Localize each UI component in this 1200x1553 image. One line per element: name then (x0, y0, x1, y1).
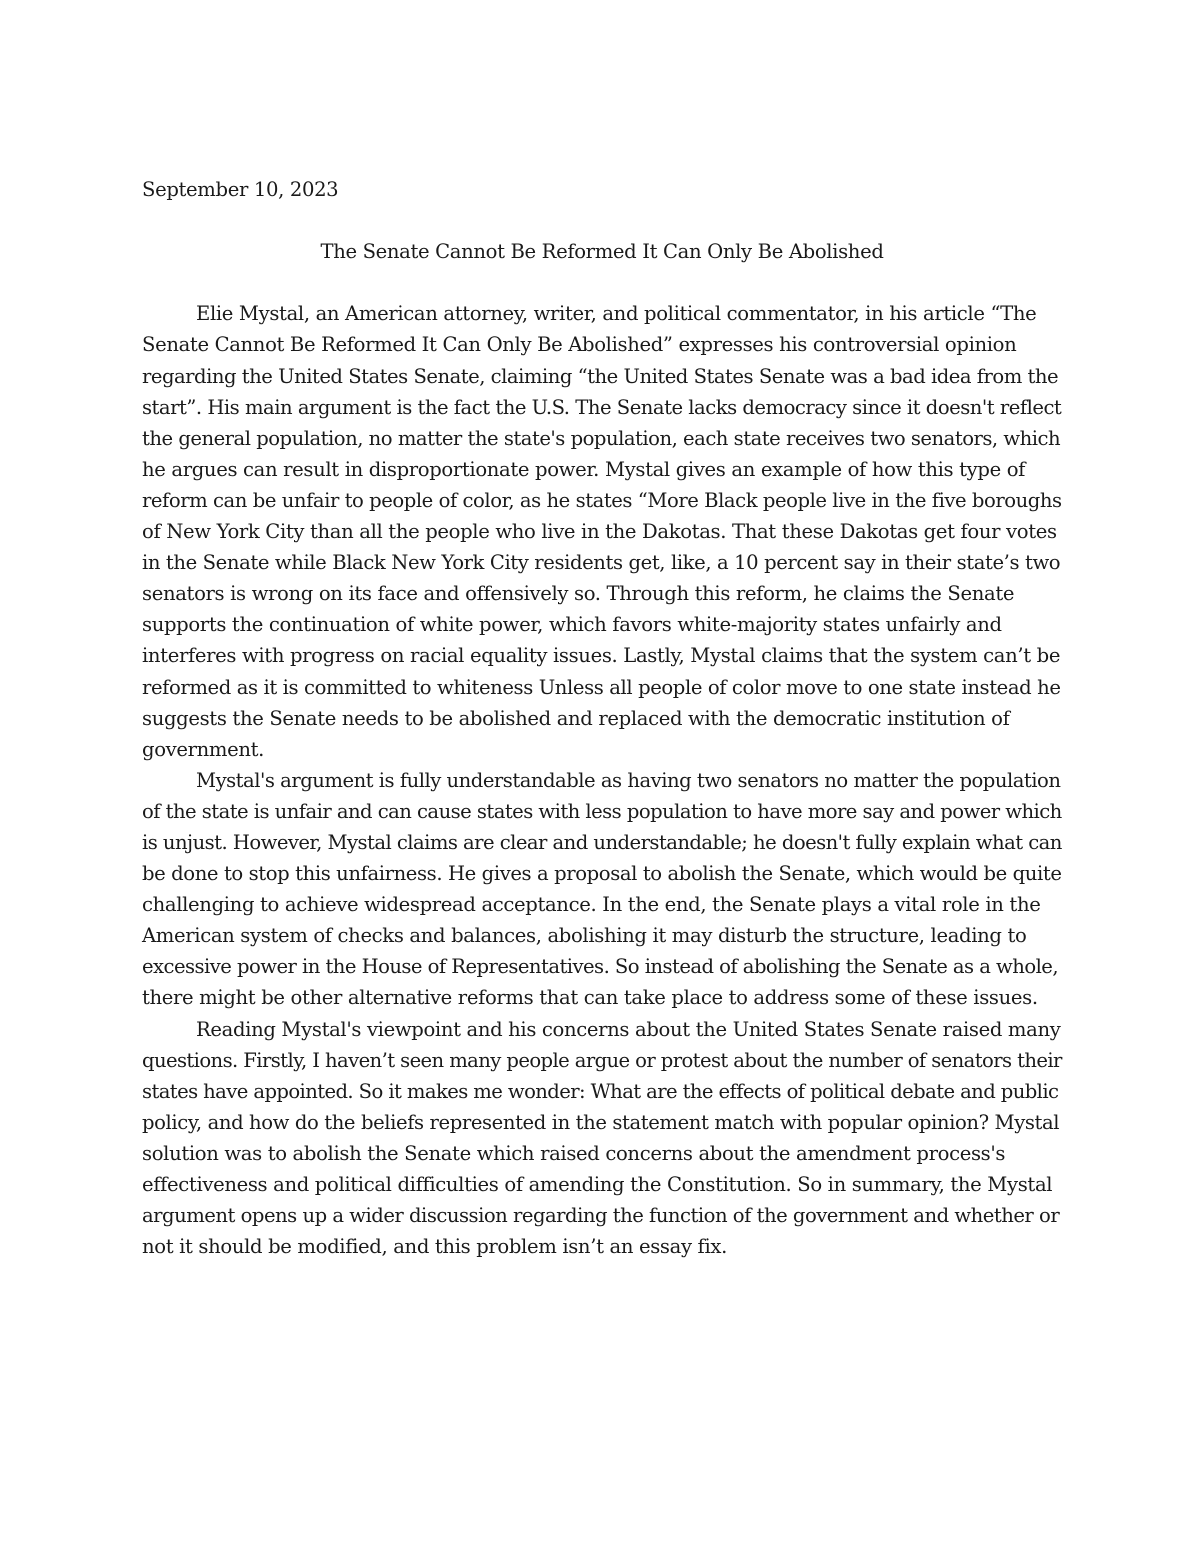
paragraph-line: Senate Cannot Be Reformed It Can Only Be Abolished” expresses his controversial opinion (142, 333, 1017, 357)
paragraph-line: states have appointed. So it makes me wonder: What are the effects of political debate and public (142, 1079, 1059, 1103)
paragraph-line: government. (142, 737, 265, 761)
paragraph-line: excessive power in the House of Representatives. So instead of abolishing the Senate as a whole, (142, 955, 1059, 979)
paragraph-line: the general population, no matter the state's population, each state receives two senators, which (142, 426, 1061, 450)
paragraph-line: of the state is unfair and can cause states with less population to have more say and power which (142, 799, 1062, 823)
document-content (142, 174, 1062, 1262)
paragraph-line: be done to stop this unfairness. He gives a proposal to abolish the Senate, which would be quite (142, 862, 1062, 886)
document-title: The Senate Cannot Be Reformed It Can Only Be Abolished (320, 240, 884, 264)
paragraph-line: policy, and how do the beliefs represented in the statement match with popular opinion? Mystal (142, 1110, 1060, 1134)
paragraph-line: questions. Firstly, I haven’t seen many people argue or protest about the number of senators their (142, 1048, 1062, 1072)
paragraph-line: is unjust. However, Mystal claims are clear and understandable; he doesn't fully explain what can (142, 830, 1062, 854)
essay-paragraph (142, 1014, 1062, 1263)
paragraph-line: regarding the United States Senate, claiming “the United States Senate was a bad idea from the (142, 364, 1059, 388)
paragraph-line: Reading Mystal's viewpoint and his concerns about the United States Senate raised many (196, 1017, 1061, 1041)
paragraph-line: Elie Mystal, an American attorney, writer, and political commentator, in his article “The (196, 302, 1037, 326)
paragraph-line: Mystal's argument is fully understandable as having two senators no matter the population (196, 768, 1061, 792)
paragraph-line: there might be other alternative reforms that can take place to address some of these issues. (142, 986, 1038, 1010)
document-date: September 10, 2023 (142, 178, 339, 201)
paragraph-line: American system of checks and balances, abolishing it may disturb the structure, leading to (142, 924, 1027, 948)
paragraph-line: senators is wrong on its face and offensively so. Through this reform, he claims the Senate (142, 582, 1015, 606)
paragraph-line: in the Senate while Black New York City residents get, like, a 10 percent say in their state’s two (142, 551, 1061, 575)
paragraph-line: suggests the Senate needs to be abolished and replaced with the democratic institution of (142, 706, 1010, 730)
paragraph-line: interferes with progress on racial equality issues. Lastly, Mystal claims that the system can’t be (142, 644, 1061, 668)
essay-body (142, 298, 1062, 1262)
paragraph-line: challenging to achieve widespread acceptance. In the end, the Senate plays a vital role in the (142, 893, 1041, 917)
paragraph-line: not it should be modified, and this problem isn’t an essay fix. (142, 1235, 727, 1259)
paragraph-line: reform can be unfair to people of color, as he states “More Black people live in the five boroughs (142, 488, 1062, 512)
paragraph-line: reformed as it is committed to whiteness Unless all people of color move to one state instead he (142, 675, 1061, 699)
paragraph-line: effectiveness and political difficulties of amending the Constitution. So in summary, the Mystal (142, 1173, 1053, 1196)
paragraph-line: of New York City than all the people who live in the Dakotas. That these Dakotas get four votes (142, 520, 1057, 544)
paragraph-line: solution was to abolish the Senate which raised concerns about the amendment process's (142, 1141, 1006, 1165)
paragraph-line: argument opens up a wider discussion regarding the function of the government and whether or (142, 1204, 1060, 1228)
paragraph-line: he argues can result in disproportionate power. Mystal gives an example of how this type of (142, 457, 1026, 481)
essay-paragraph (142, 298, 1062, 764)
paragraph-line: start”. His main argument is the fact the U.S. The Senate lacks democracy since it doesn't reflect (142, 395, 1062, 419)
essay-paragraph (142, 765, 1062, 1014)
paragraph-line: supports the continuation of white power, which favors white-majority states unfairly and (142, 613, 1002, 637)
